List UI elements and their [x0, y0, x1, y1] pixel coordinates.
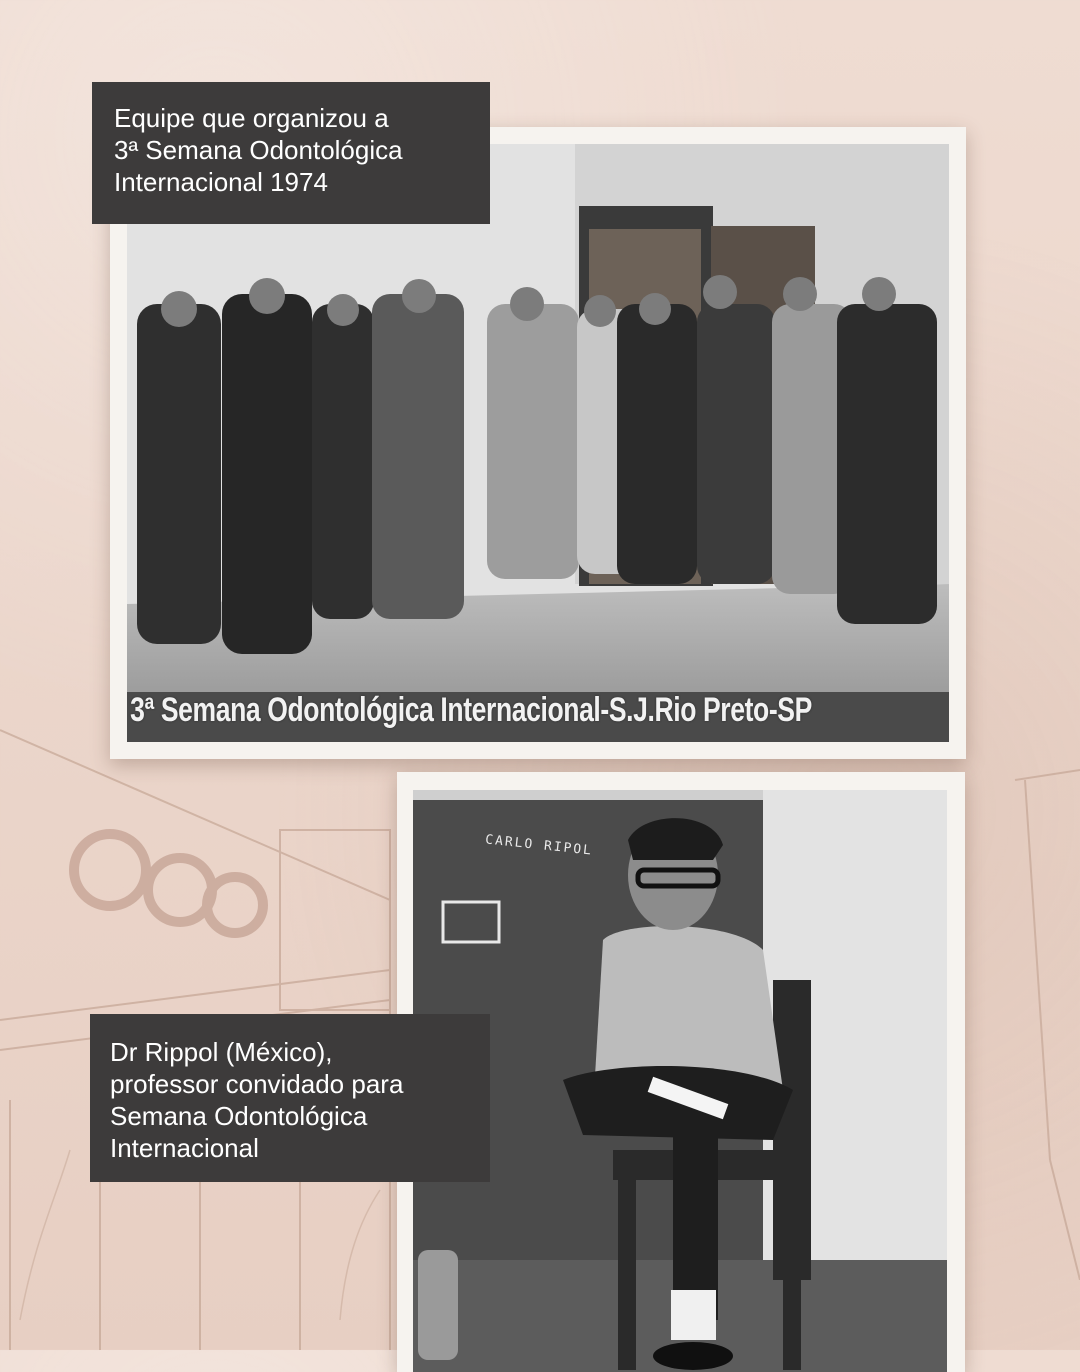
caption-organizing-team [92, 82, 490, 224]
background-apcd-logo [74, 834, 263, 933]
caption-line: 3ª Semana Odontológica [114, 135, 403, 165]
chalkboard-name: CARLO RIPOL [484, 832, 594, 859]
seated-man-illustration [413, 790, 947, 1372]
group-portrait-illustration [127, 144, 949, 742]
caption-dr-rippol [90, 1014, 490, 1182]
caption-line: professor convidado para [110, 1069, 404, 1099]
caption-line: Internacional 1974 [114, 167, 328, 197]
caption-line: Semana Odontológica [110, 1101, 368, 1131]
background-right-sketch [1010, 760, 1080, 1280]
caption-line: Internacional [110, 1133, 259, 1163]
caption-line: Dr Rippol (México), [110, 1037, 333, 1067]
photo-organizing-team-image [127, 144, 949, 742]
caption-line: Equipe que organizou a [114, 103, 389, 133]
photo-dr-rippol-image [413, 790, 947, 1372]
photo-banner-text: 3ª Semana Odontológica Internacional-S.J.Rio Preto-SP [130, 691, 812, 729]
